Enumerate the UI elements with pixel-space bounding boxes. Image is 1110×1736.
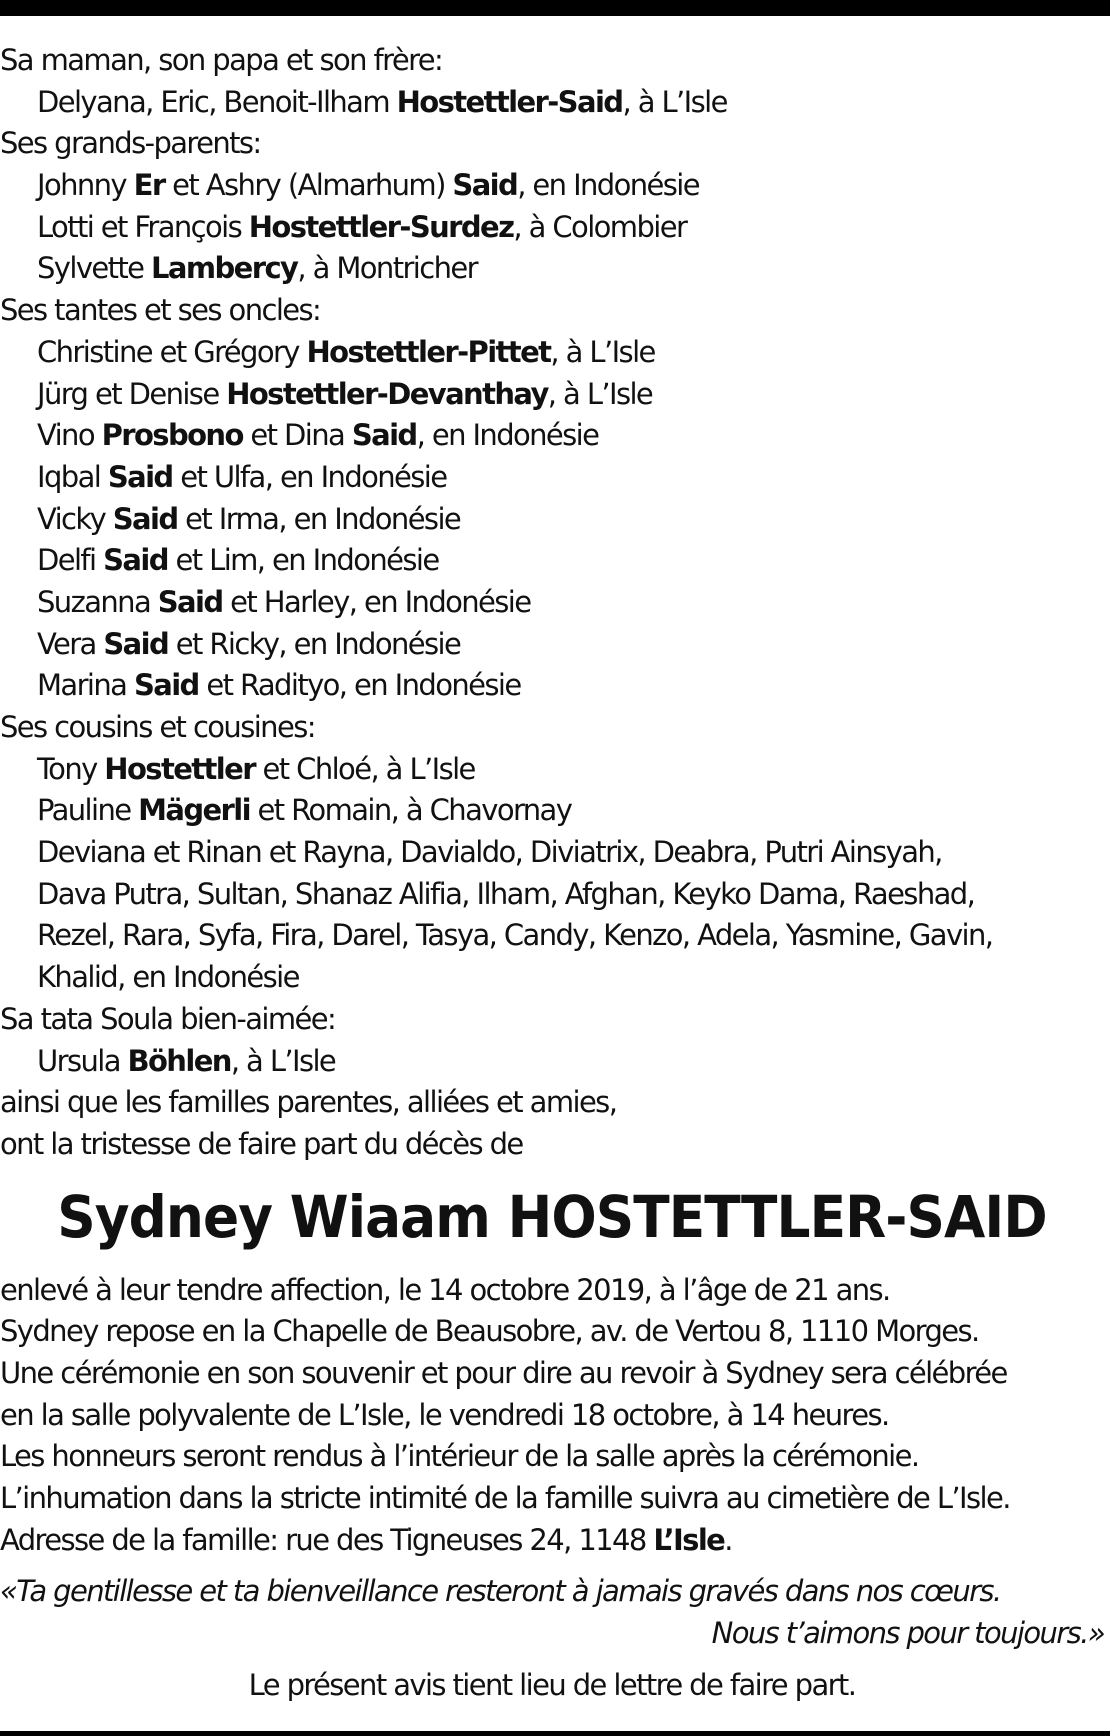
- section-heading: Sa maman, son papa et son frère:: [0, 43, 443, 77]
- family-line: Sylvette Lambercy, à Montricher: [37, 251, 477, 286]
- body-line: L’inhumation dans la stricte intimité de la famille suivra au cimetière de L’Isle.: [0, 1481, 1010, 1515]
- body-line: Une cérémonie en son souvenir et pour dire au revoir à Sydney sera célébrée: [0, 1355, 1007, 1390]
- quote-line: Nous t’aimons pour toujours.»: [711, 1616, 1104, 1651]
- family-line: Delfi Said et Lim, en Indonésie: [37, 543, 439, 578]
- family-address: Adresse de la famille: rue des Tigneuses 24, 1148 L’Isle.: [0, 1522, 732, 1557]
- family-line: Tony Hostettler et Chloé, à L’Isle: [37, 751, 475, 786]
- family-line: Iqbal Said et Ulfa, en Indonésie: [37, 459, 447, 494]
- bottom-rule: [0, 1731, 1110, 1736]
- family-line: Suzanna Said et Harley, en Indonésie: [37, 584, 531, 619]
- cousins-paragraph-line: Deviana et Rinan et Rayna, Davialdo, Diviatrix, Deabra, Putri Ainsyah,: [37, 835, 942, 870]
- family-line: Lotti et François Hostettler-Surdez, à Colombier: [37, 209, 687, 244]
- closing-line: ainsi que les familles parentes, alliées et amies,: [0, 1085, 617, 1120]
- body-line: Les honneurs seront rendus à l’intérieur de la salle après la cérémonie.: [0, 1439, 919, 1474]
- family-line: Vicky Said et Irma, en Indonésie: [37, 501, 461, 536]
- family-line: Delyana, Eric, Benoit-Ilham Hostettler-Said, à L’Isle: [37, 84, 727, 119]
- body-line: Sydney repose en la Chapelle de Beausobre, av. de Vertou 8, 1110 Morges.: [0, 1314, 979, 1349]
- family-line: Ursula Böhlen, à L’Isle: [37, 1043, 336, 1078]
- section-heading: Ses tantes et ses oncles:: [0, 293, 321, 328]
- family-line: Vino Prosbono et Dina Said, en Indonésie: [37, 418, 599, 453]
- family-line: Christine et Grégory Hostettler-Pittet, à L’Isle: [37, 334, 655, 369]
- section-heading: Sa tata Soula bien-aimée:: [0, 1001, 336, 1036]
- closing-line: ont la tristesse de faire part du décès de: [0, 1126, 523, 1161]
- section-heading: Ses grands-parents:: [0, 126, 261, 161]
- section-heading: Ses cousins et cousines:: [0, 710, 315, 744]
- family-line: Johnny Er et Ashry (Almarhum) Said, en Indonésie: [37, 168, 699, 203]
- top-rule: [0, 0, 1110, 16]
- cousins-paragraph-line: Dava Putra, Sultan, Shanaz Alifia, Ilham, Afghan, Keyko Dama, Raeshad,: [37, 876, 975, 911]
- family-line: Pauline Mägerli et Romain, à Chavornay: [37, 793, 572, 828]
- body-line: enlevé à leur tendre affection, le 14 octobre 2019, à l’âge de 21 ans.: [0, 1272, 890, 1307]
- family-line: Jürg et Denise Hostettler-Devanthay, à L’Isle: [37, 376, 653, 411]
- family-line: Vera Said et Ricky, en Indonésie: [37, 626, 461, 661]
- family-line: Marina Said et Radityo, en Indonésie: [37, 668, 521, 703]
- deceased-name: Sydney Wiaam HOSTETTLER-SAID: [57, 1182, 1047, 1251]
- cousins-paragraph-line: Rezel, Rara, Syfa, Fira, Darel, Tasya, Candy, Kenzo, Adela, Yasmine, Gavin,: [37, 918, 993, 953]
- quote-line: «Ta gentillesse et ta bienveillance resteront à jamais gravés dans nos cœurs.: [0, 1574, 1001, 1609]
- cousins-paragraph-line: Khalid, en Indonésie: [37, 960, 299, 995]
- footer-note: Le présent avis tient lieu de lettre de faire part.: [248, 1667, 856, 1702]
- body-line: en la salle polyvalente de L’Isle, le vendredi 18 octobre, à 14 heures.: [0, 1397, 889, 1432]
- notice-content: [0, 40, 1104, 1706]
